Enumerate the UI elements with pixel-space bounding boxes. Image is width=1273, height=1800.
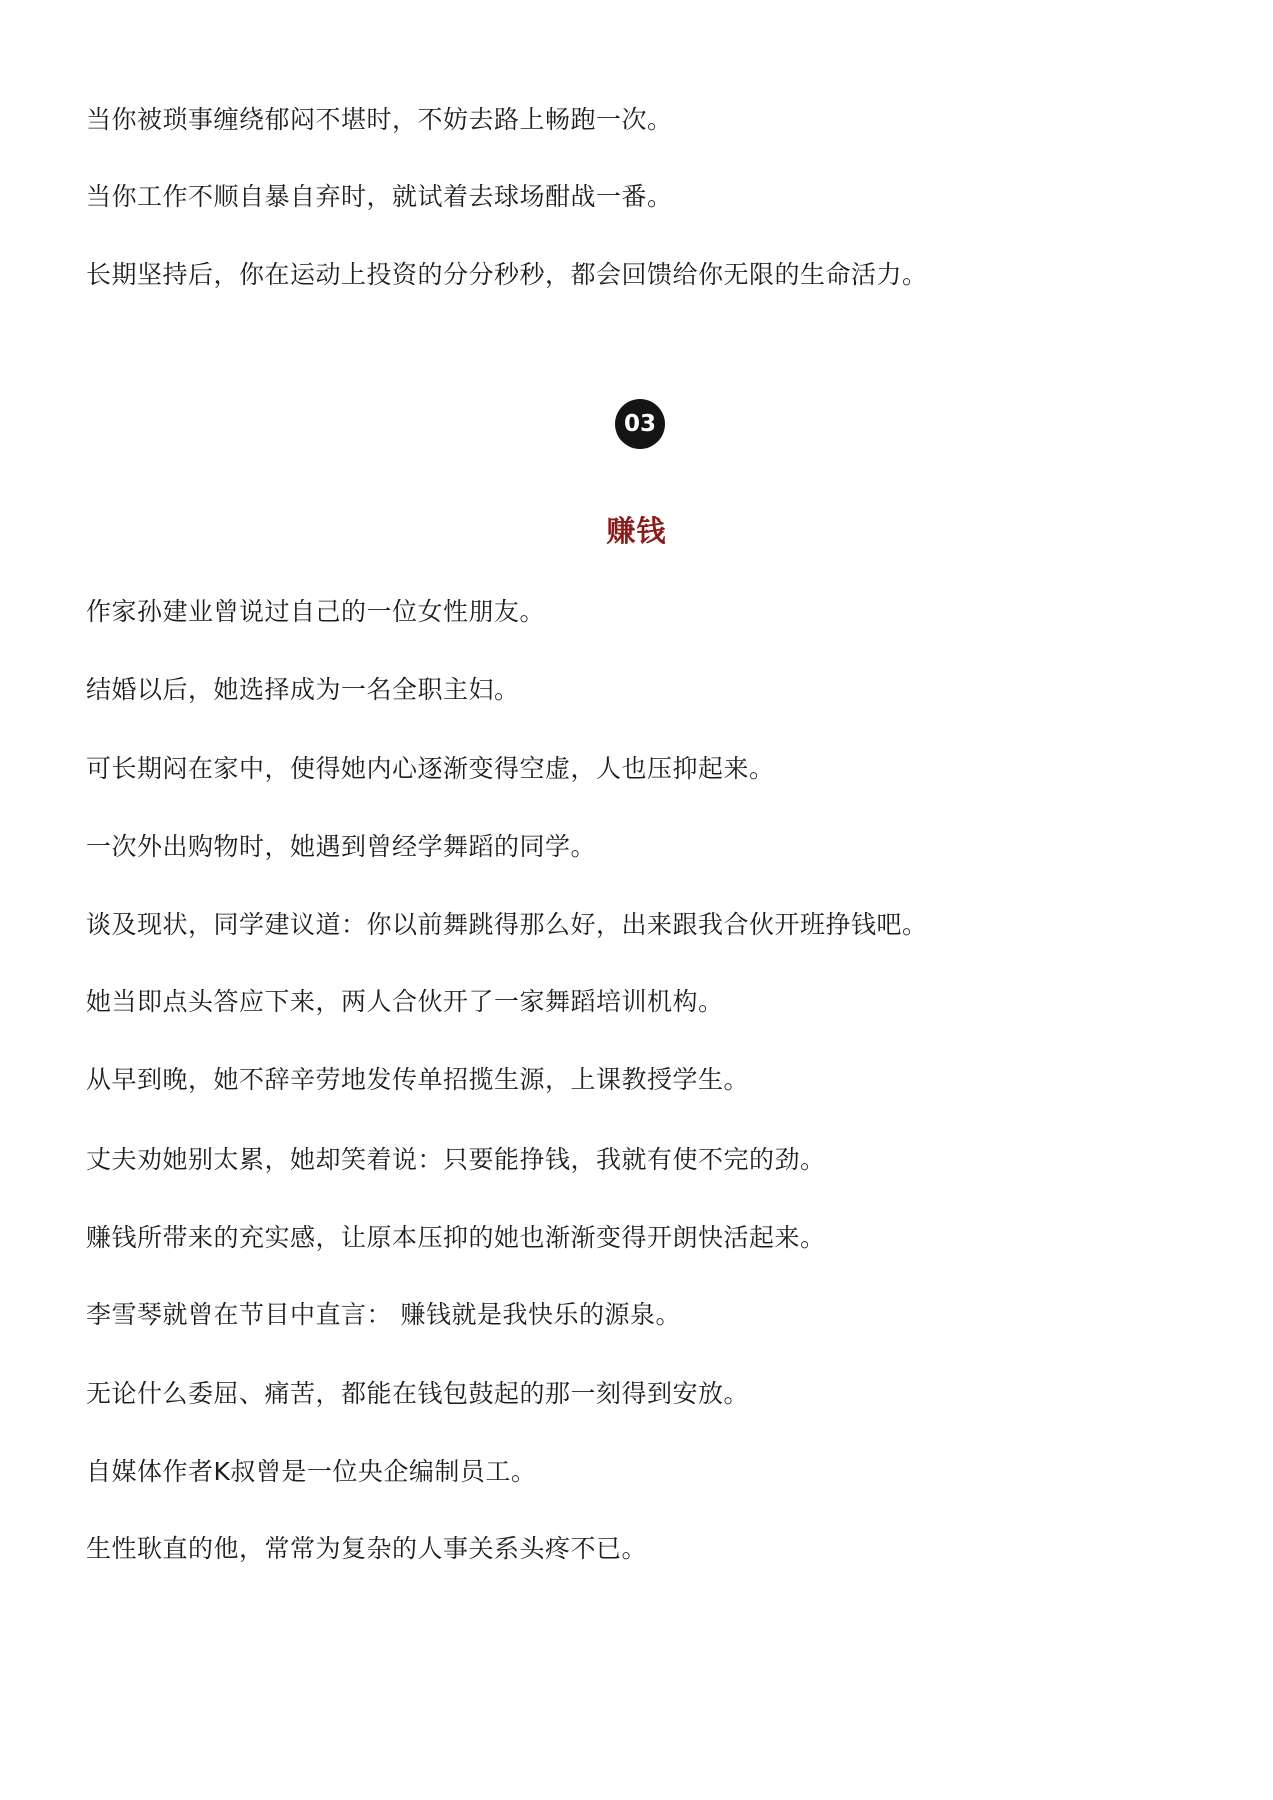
paragraph: 长期坚持后，你在运动上投资的分分秒秒，都会回馈给你无限的生命活力。 bbox=[86, 260, 928, 289]
section-number-badge: 03 bbox=[615, 399, 665, 449]
section-title: 赚钱 bbox=[606, 514, 667, 548]
paragraph: 生性耿直的他，常常为复杂的人事关系头疼不已。 bbox=[86, 1534, 648, 1563]
paragraph: 作家孙建业曾说过自己的一位女性朋友。 bbox=[86, 597, 546, 626]
paragraph: 一次外出购物时，她遇到曾经学舞蹈的同学。 bbox=[86, 832, 597, 861]
paragraph: 当你工作不顺自暴自弃时，就试着去球场酣战一番。 bbox=[86, 182, 673, 211]
paragraph: 她当即点头答应下来，两人合伙开了一家舞蹈培训机构。 bbox=[86, 987, 724, 1016]
paragraph: 无论什么委屈、痛苦，都能在钱包鼓起的那一刻得到安放。 bbox=[86, 1379, 750, 1408]
paragraph: 赚钱所带来的充实感，让原本压抑的她也渐渐变得开朗快活起来。 bbox=[86, 1223, 826, 1252]
paragraph: 从早到晚，她不辞辛劳地发传单招揽生源，上课教授学生。 bbox=[86, 1065, 750, 1094]
paragraph: 可长期闷在家中，使得她内心逐渐变得空虚，人也压抑起来。 bbox=[86, 754, 775, 783]
paragraph: 谈及现状，同学建议道：你以前舞跳得那么好，出来跟我合伙开班挣钱吧。 bbox=[86, 910, 928, 939]
paragraph: 自媒体作者K叔曾是一位央企编制员工。 bbox=[86, 1457, 537, 1486]
paragraph: 当你被琐事缠绕郁闷不堪时，不妨去路上畅跑一次。 bbox=[86, 105, 673, 134]
paragraph: 结婚以后，她选择成为一名全职主妇。 bbox=[86, 675, 520, 704]
paragraph: 丈夫劝她别太累，她却笑着说：只要能挣钱，我就有使不完的劲。 bbox=[86, 1145, 826, 1174]
paragraph: 李雪琴就曾在节目中直言： 赚钱就是我快乐的源泉。 bbox=[86, 1300, 681, 1329]
